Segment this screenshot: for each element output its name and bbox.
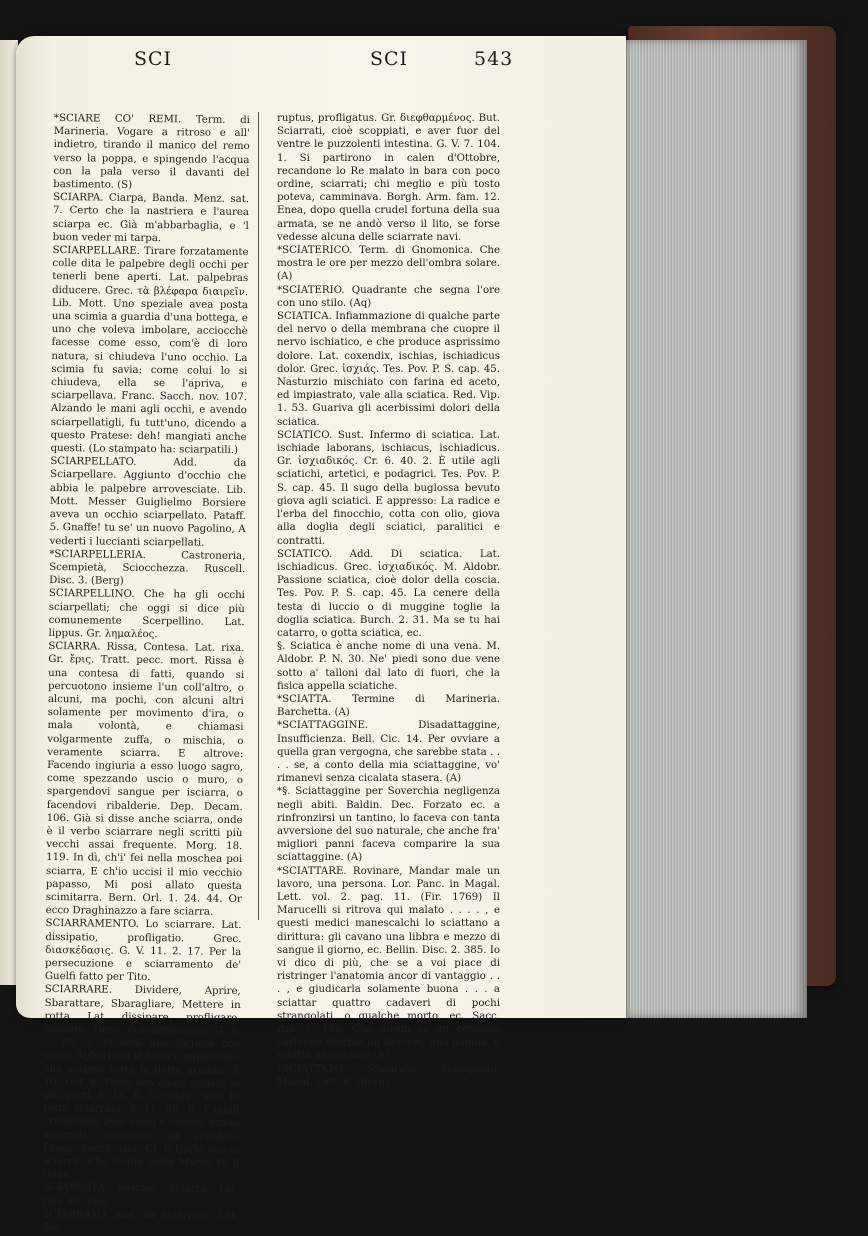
entry-sciare-co-remi: *SCIARE CO' REMI. Term. di Marineria. Vogare a ritroso e all' indietro, tirando il manico del remo verso la poppa, e spingendo l'acqua con la pala verso il davanti del bastimento. (S) [53, 112, 250, 191]
page-edges [610, 40, 807, 1018]
left-column [42, 112, 250, 1236]
entry-sciatta: *SCIATTA. Termine di Marineria. Barchetta. (A) [277, 693, 500, 719]
running-head-center: SCI [370, 48, 409, 70]
entry-sciaterio: *SCIATERIO. Quadrante che segna l'ore con uno stilo. (Aq) [277, 284, 500, 309]
entry-sciarpelleria: *SCIARPELLERIA. Castroneria, Scempietà, Sciocchezza. Ruscell. Disc. 3. (Berg) [49, 548, 246, 587]
entry-sciarra: SCIARRA. Rissa, Contesa. Lat. rixa. Gr. ἔρις. Tratt. pecc. mort. Rissa è una contesa di fatti, quando si percuotono insieme l'un coll'altro, o alcuni, ma pochi, con alcuni altri solamente per movimento d'ira, o mala volontà, e chiamasi volgarmente zuffa, o mischia, o veramente sciarra. E altrove: Facendo ingiuria a esso luogo sagro, come spezzando uscio o muro, o spargendovi sangue per isciarra, o facendovi ribalderie. Dep. Decam. 106. Già si disse anche sciarra, onde è il verbo sciarrare negli scritti più vecchi assai frequente. Morg. 18. 119. In dì, ch'i' fei nella moschea poi sciarra, E ch'io uccisi il mio vecchio papasso, Mi posi allato questa scimitarra. Bern. Orl. 1. 24. 44. Or ecco Draghinazzo a fare sciarra. [45, 641, 245, 918]
entry-sciaterico: *SCIATERICO. Term. di Gnomonica. Che mostra le ore per mezzo dell'ombra solare. (A) [277, 245, 500, 283]
entry-sciarpellino: SCIARPELLINO. Che ha gli occhi sciarpellati; che oggi si dice più comunemente Scerpellino. Lat. lippus. Gr. λημαλέος. [48, 588, 246, 641]
entry-sciarrato: SCIARRATO. Add. da Sciarrare. Lat. dis- [42, 1208, 239, 1234]
entry-sciarrata: SCIARRATA. Sustant. Sciarra. Lat. rixa. Gr. ἔρις. [42, 1182, 239, 1208]
entry-sciarrato-cont: ruptus, profligatus. Gr. διεφθαρμένος. But. Sciarrati, cioè scoppiati, e aver fuor del ventre le puzzolenti intestina. G. V. 7. 104. 1. Si partirono in calen d'Ottobre, recandone lo Re malato in bara con poco ordine, sciarrati; chi meglio e più tosto poteva, camminava. Borgh. Arm. fam. 12. Enea, dopo quella crudel fortuna della sua armata, se ne andò verso il lito, se forse vedesse alcuna delle sciarrate navi. [277, 113, 500, 243]
right-column [277, 112, 500, 1089]
entry-sciarpellare: SCIARPELLARE. Tirare forzatamente colle dita le palpebre degli occhi per tenerli bene aperti. Lat. palpebras diducere. Grec. τὰ βλέφαρα διαιρεῖν. Lib. Mott. Uno speziale avea posta una scimia a guardia d'una bottega, e uno che voleva imbolare, acciocchè facesse come esso, com'è di loro natura, si chiudeva l'uno occhio. La scimia fu savia: come colui lo si chiudeva, ella se l'apriva, e sciarpellava. Franc. Sacch. nov. 107. Alzando le mani agli occhi, e avendo sciarpellatigli, fu tutt'uno, dicendo a questo Pratese: deh! mangiati anche questi. (Lo stampato ha: sciarpatili.) [50, 245, 249, 457]
entry-sciarrare: SCIARRARE. Dividere, Aprire, Sbarattare, Sbaragliare, Mettere in rotta. Lat. dissipare, profligare, fundere. Grec. διασκεδάννυμι. G. V. 7. 85. 3. Si levò una fortuna con vento Agherbino sì forte e impetuoso, che sciarrò tutta la detta armata. E 10. 104. 6. Tutto non meno sciarrò in più parti. E 11. 8. 5. Onde l'oste fu tutta sciarrata. E 11. 96. 6. I quali credendosi aver vinto il campo, erano sciarrati, cacciando gli sconfitti. Franc. Sacch. rim. 43. E Carlo non si sciarra, Che Conte della Marca fu il terzo. [42, 984, 241, 1181]
entry-sciatico-add: SCIATICO. Add. Di sciatica. Lat. ischiadicus. Grec. ἰσχιαδικός. M. Aldobr. Passione sciatica, cioè dolor della coscia. Tes. Pov. P. S. cap. 45. La cenere della testa di luccio o di muggine toglie la doglia sciatica. Burch. 2. 31. Ma se tu hai catarro, o gotta sciatica, ec. [277, 548, 500, 639]
entry-sciattare: *SCIATTARE. Rovinare, Mandar male un lavoro, una persona. Lor. Panc. in Magal. Lett. vol. 2. pag. 11. (Fir. 1769) Il Marucelli si ritrova qui malato . . . . , e questi medici manescalchi lo sciattano a dirittura: gli cavano una libbra e mezzo di sangue il giorno, ec. Bellin. Disc. 2. 385. Io vi dico di più, che se a voi piace di ristringer l'anatomia ancor di vantaggio . . . , e giudicarla solamente buona . . . a sciattar quattro cadaveri di pochi strangolati, o qualche morto, ec. Sacc. rim. 1. 198. Che direm se un cerusico castrone Storpia un braccio, una gamba, o sciatta un occhio? (A) [277, 865, 500, 1062]
entry-sciarramento: SCIARRAMENTO. Lo sciarrare. Lat. dissipatio, profligatio. Grec. διασκέδασις. G. V. 11. 2. 17. Per la persecuzione e sciarramento de' Guelfi fatto per Tito. [44, 918, 242, 984]
page-number: 543 [474, 48, 514, 70]
running-head-left: SCI [134, 48, 173, 70]
entry-sciarpellato: SCIARPELLATO. Add. da Sciarpellare. Aggiunto d'occhio che abbia le palpebre arrovesciate. Lib. Mott. Messer Guiglielmo Borsiere aveva un occhio sciarpellato. Pataff. 5. Gnaffe! tu se' un nuovo Pagolino, A vederti i luccianti sciarpellati. [49, 456, 247, 549]
entry-sciattato: *SCIATTATO. Sfigurato, Scomposto. Magal. Lett. 8. (Berg) [277, 1063, 500, 1088]
entry-sciatico-sust: SCIATICO. Sust. Infermo di sciatica. Lat. ischiade laborans, ischiacus, ischiadicus. Gr. ἰσχιαδικός. Cr. 6. 40. 2. È utile agli sciatichi, artetici, e podagrici. Tes. Pov. P. S. cap. 45. Il sugo della buglossa bevuto giova agli sciatici. E appresso: La radice e l'erba del finocchio, cotta con olio, giova alla doglia degli sciatici, paralitici e contratti. [277, 429, 500, 547]
entry-sciattaggine: *SCIATTAGGINE. Disadattaggine, Insufficienza. Bell. Cic. 14. Per ovviare a quella gran vergogna, che sarebbe stata . . . . se, a conto della mia sciattaggine, vo' rimanevi senza cicalata stasera. (A) [277, 720, 500, 785]
entry-sciatica: SCIATICA. Infiammazione di qualche parte del nervo o della membrana che cuopre il nervo ischiatico, e che produce asprissimo dolore. Lat. coxendix, ischias, ischiadicus dolor. Grec. ἰσχιάς. Tes. Pov. P. S. cap. 45. Nasturzio mischiato con farina ed aceto, ed impiastrato, vale alla sciatica. Red. Vip. 1. 53. Guariva gli acerbissimi dolori della sciatica. [277, 311, 500, 428]
entry-sciatica-vena: §. Sciatica è anche nome di una vena. M. Aldobr. P. N. 30. Ne' piedi sono due vene sotto a' talloni dal lato di fuori, che la fisica appella sciatiche. [277, 641, 500, 692]
entry-sciattaggine-negligenza: *§. Sciattaggine per Soverchia negligenza negli abiti. Baldin. Dec. Forzato ec. a rinfronzirsi un tantino, lo faceva con tanta avversione del suo naturale, che anche fra' migliori panni faceva comparire la sua sciattaggine. (A) [277, 786, 500, 864]
entry-sciarpa: SCIARPA. Ciarpa, Banda. Menz. sat. 7. Certo che la nastriera e l'aurea sciarpa ec. Già m'abbarbaglia, e 'l buon veder mi tarpa. [52, 192, 250, 244]
column-divider [258, 112, 259, 920]
